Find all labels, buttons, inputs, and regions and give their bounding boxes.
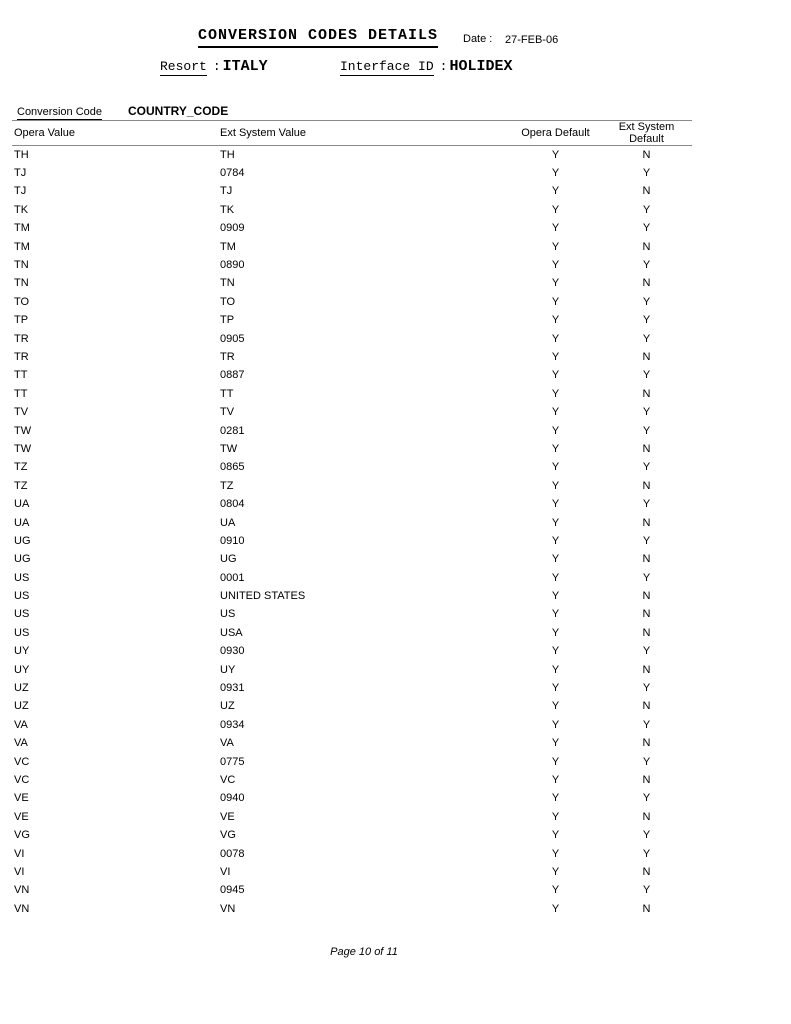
table-cell: TZ [220, 479, 234, 492]
table-cell: Y [551, 203, 560, 216]
table-cell: VN [14, 902, 30, 915]
table-cell: Y [551, 240, 560, 253]
date-label: Date : [463, 33, 493, 45]
table-cell: N [642, 810, 651, 823]
table-cell: Y [642, 406, 651, 419]
table-cell: 0281 [220, 424, 245, 437]
table-row [12, 274, 692, 292]
table-cell: Y [642, 424, 651, 437]
table-cell: Y [551, 424, 560, 437]
table-row [12, 605, 692, 623]
table-cell: TH [14, 148, 29, 161]
table-cell: US [14, 571, 30, 584]
table-cell: Y [551, 737, 560, 750]
table-cell: Y [551, 332, 560, 345]
table-cell: UG [14, 534, 31, 547]
table-cell: N [642, 387, 651, 400]
table-cell: N [642, 865, 651, 878]
table-cell: TM [220, 240, 236, 253]
table-cell: Y [642, 884, 651, 897]
table-cell: N [642, 185, 651, 198]
table-cell: VI [220, 865, 231, 878]
table-cell: Y [551, 148, 560, 161]
table-cell: TR [220, 350, 235, 363]
table-cell: VA [14, 737, 28, 750]
table-cell: VA [14, 718, 28, 731]
conversion-codes-table [12, 120, 692, 918]
table-cell: Y [551, 461, 560, 474]
table-cell: N [642, 608, 651, 621]
table-cell: N [642, 277, 651, 290]
table-row [12, 513, 692, 531]
table-row [12, 403, 692, 421]
table-cell: Y [642, 332, 651, 345]
table-row [12, 568, 692, 586]
table-cell: US [220, 608, 236, 621]
table-cell: 0930 [220, 645, 245, 658]
table-cell: UZ [14, 700, 29, 713]
table-row [12, 789, 692, 807]
table-cell: VI [14, 847, 25, 860]
table-cell: 0905 [220, 332, 245, 345]
table-row [12, 826, 692, 844]
table-cell: UY [14, 645, 30, 658]
table-cell: TV [220, 406, 235, 419]
table-cell: USA [220, 626, 243, 639]
table-cell: Y [551, 902, 560, 915]
table-cell: TR [14, 332, 29, 345]
table-cell: UG [14, 553, 31, 566]
table-cell: TO [220, 295, 236, 308]
table-row [12, 679, 692, 697]
table-cell: Y [642, 369, 651, 382]
table-cell: N [642, 626, 651, 639]
table-row [12, 164, 692, 182]
table-cell: Y [551, 498, 560, 511]
table-row [12, 256, 692, 274]
table-row [12, 844, 692, 862]
table-cell: VN [220, 902, 236, 915]
table-cell: TT [14, 369, 28, 382]
table-header [12, 121, 692, 146]
table-cell: Y [551, 277, 560, 290]
table-cell: N [642, 773, 651, 786]
table-cell: 0775 [220, 755, 245, 768]
table-cell: 0931 [220, 682, 245, 695]
table-cell: Y [642, 829, 651, 842]
table-cell: Y [642, 203, 651, 216]
table-cell: Y [551, 847, 560, 860]
table-cell: Y [642, 295, 651, 308]
table-cell: Y [551, 773, 560, 786]
table-cell: Y [551, 700, 560, 713]
table-cell: Y [642, 259, 651, 272]
conversion-code-label: Conversion Code [17, 106, 102, 118]
table-cell: TV [14, 406, 29, 419]
table-cell: Y [642, 167, 651, 180]
report-title-wrap [198, 26, 438, 48]
table-cell: Y [642, 314, 651, 327]
table-cell: TO [14, 295, 30, 308]
table-cell: N [642, 553, 651, 566]
table-cell: TT [14, 387, 28, 400]
table-cell: 0887 [220, 369, 245, 382]
table-cell: 0784 [220, 167, 245, 180]
table-cell: TN [14, 277, 29, 290]
table-cell: N [642, 148, 651, 161]
table-cell: 0890 [220, 259, 245, 272]
table-row [12, 734, 692, 752]
table-cell: Y [551, 314, 560, 327]
table-cell: UA [220, 516, 236, 529]
table-cell: Y [551, 387, 560, 400]
resort-value: ITALY [222, 58, 268, 75]
table-cell: UY [220, 663, 236, 676]
table-cell: N [642, 442, 651, 455]
table-cell: Y [551, 608, 560, 621]
table-cell: TR [14, 350, 29, 363]
table-cell: Y [642, 792, 651, 805]
table-cell: Y [551, 222, 560, 235]
table-cell: Y [642, 534, 651, 547]
table-row [12, 808, 692, 826]
table-cell: VE [14, 792, 29, 805]
table-cell: TP [220, 314, 235, 327]
table-row [12, 624, 692, 642]
table-body [12, 146, 692, 918]
table-cell: TK [220, 203, 235, 216]
table-cell: Y [551, 350, 560, 363]
table-row [12, 366, 692, 384]
table-cell: Y [551, 829, 560, 842]
table-cell: Y [642, 682, 651, 695]
table-cell: VA [220, 737, 234, 750]
table-row [12, 348, 692, 366]
table-cell: Y [551, 167, 560, 180]
table-row [12, 477, 692, 495]
table-cell: Y [551, 479, 560, 492]
conversion-code-section [17, 102, 228, 120]
table-cell: US [14, 608, 30, 621]
table-row [12, 900, 692, 918]
table-cell: TP [14, 314, 29, 327]
table-cell: Y [642, 645, 651, 658]
table-row [12, 716, 692, 734]
table-cell: Y [551, 792, 560, 805]
table-cell: Y [551, 185, 560, 198]
table-row [12, 458, 692, 476]
table-row [12, 385, 692, 403]
table-row [12, 660, 692, 678]
table-row [12, 863, 692, 881]
table-cell: Y [551, 865, 560, 878]
table-cell: VC [14, 755, 30, 768]
table-row [12, 329, 692, 347]
table-cell: TW [220, 442, 238, 455]
table-cell: VI [14, 865, 25, 878]
table-cell: VG [14, 829, 30, 842]
table-cell: TM [14, 240, 30, 253]
table-cell: UA [14, 498, 30, 511]
table-cell: Y [551, 259, 560, 272]
table-cell: N [642, 350, 651, 363]
report-title: CONVERSION CODES DETAILS [198, 27, 438, 48]
table-cell: VG [220, 829, 236, 842]
table-row [12, 293, 692, 311]
table-cell: TJ [14, 185, 27, 198]
table-cell: 0909 [220, 222, 245, 235]
table-cell: UNITED STATES [220, 590, 306, 603]
table-cell: N [642, 479, 651, 492]
table-cell: Y [551, 516, 560, 529]
resort-group [160, 57, 268, 75]
interface-id-value: HOLIDEX [449, 58, 513, 75]
table-cell: Y [642, 571, 651, 584]
table-row [12, 642, 692, 660]
table-row [12, 311, 692, 329]
table-cell: 0804 [220, 498, 245, 511]
table-cell: Y [551, 755, 560, 768]
table-cell: Y [551, 645, 560, 658]
table-cell: UZ [220, 700, 235, 713]
table-cell: TZ [14, 461, 28, 474]
table-cell: 0001 [220, 571, 245, 584]
table-cell: N [642, 516, 651, 529]
table-cell: Y [642, 847, 651, 860]
table-cell: UY [14, 663, 30, 676]
table-cell: 0865 [220, 461, 245, 474]
table-row [12, 881, 692, 899]
table-cell: N [642, 737, 651, 750]
table-cell: VN [14, 884, 30, 897]
table-cell: TN [14, 259, 29, 272]
interface-id-label: Interface ID [340, 59, 434, 74]
table-cell: UA [14, 516, 30, 529]
table-cell: N [642, 902, 651, 915]
table-cell: Y [642, 461, 651, 474]
table-cell: 0934 [220, 718, 245, 731]
table-cell: TJ [220, 185, 233, 198]
table-cell: N [642, 700, 651, 713]
table-row [12, 219, 692, 237]
column-header-ext-system-value: Ext System Value [218, 121, 510, 146]
interface-id-separator: : [439, 59, 448, 74]
interface-group [340, 57, 512, 75]
table-cell: Y [551, 718, 560, 731]
table-cell: Y [642, 498, 651, 511]
page-number: Page 10 of 11 [330, 946, 398, 958]
table-cell: N [642, 663, 651, 676]
table-cell: TM [14, 222, 30, 235]
table-row [12, 550, 692, 568]
table-cell: Y [551, 534, 560, 547]
table-cell: TJ [14, 167, 27, 180]
table-cell: Y [642, 718, 651, 731]
table-cell: 0940 [220, 792, 245, 805]
table-cell: 0945 [220, 884, 245, 897]
table-cell: TZ [14, 479, 28, 492]
table-cell: UG [220, 553, 237, 566]
table-cell: VE [14, 810, 29, 823]
column-header-ext-system-default: Ext System Default [601, 121, 692, 146]
table-row [12, 752, 692, 770]
table-cell: Y [551, 810, 560, 823]
table-cell: Y [551, 442, 560, 455]
table-header-row [12, 121, 692, 146]
table-row [12, 237, 692, 255]
table-cell: N [642, 240, 651, 253]
table-row [12, 182, 692, 200]
table-cell: Y [551, 626, 560, 639]
table-cell: VC [14, 773, 30, 786]
table-cell: Y [551, 884, 560, 897]
date-value: 27-FEB-06 [505, 34, 559, 46]
table-cell: Y [551, 406, 560, 419]
resort-label: Resort [160, 59, 207, 74]
table-row [12, 495, 692, 513]
table-row [12, 146, 692, 164]
table-cell: TK [14, 203, 29, 216]
table-cell: TH [220, 148, 235, 161]
table-row [12, 697, 692, 715]
table-row [12, 201, 692, 219]
table-cell: VE [220, 810, 235, 823]
table-cell: Y [551, 682, 560, 695]
table-cell: N [642, 590, 651, 603]
table-cell: TW [14, 442, 32, 455]
table-cell: UZ [14, 682, 29, 695]
table-cell: US [14, 626, 30, 639]
table-cell: Y [551, 553, 560, 566]
table-row [12, 440, 692, 458]
table-cell: Y [551, 590, 560, 603]
table-cell: TW [14, 424, 32, 437]
resort-separator: : [212, 59, 221, 74]
table-cell: US [14, 590, 30, 603]
table-cell: Y [551, 295, 560, 308]
column-header-opera-default: Opera Default [510, 121, 601, 146]
table-row [12, 532, 692, 550]
table-cell: TT [220, 387, 234, 400]
table-row [12, 421, 692, 439]
table-cell: TN [220, 277, 235, 290]
column-header-opera-value: Opera Value [12, 121, 218, 146]
table-cell: Y [551, 663, 560, 676]
table-cell: Y [642, 755, 651, 768]
table-cell: VC [220, 773, 236, 786]
table-row [12, 771, 692, 789]
table-cell: 0078 [220, 847, 245, 860]
table-cell: Y [551, 369, 560, 382]
table-cell: Y [642, 222, 651, 235]
conversion-code-value: COUNTRY_CODE [128, 104, 229, 118]
table-cell: 0910 [220, 534, 245, 547]
table-cell: Y [551, 571, 560, 584]
table-row [12, 587, 692, 605]
